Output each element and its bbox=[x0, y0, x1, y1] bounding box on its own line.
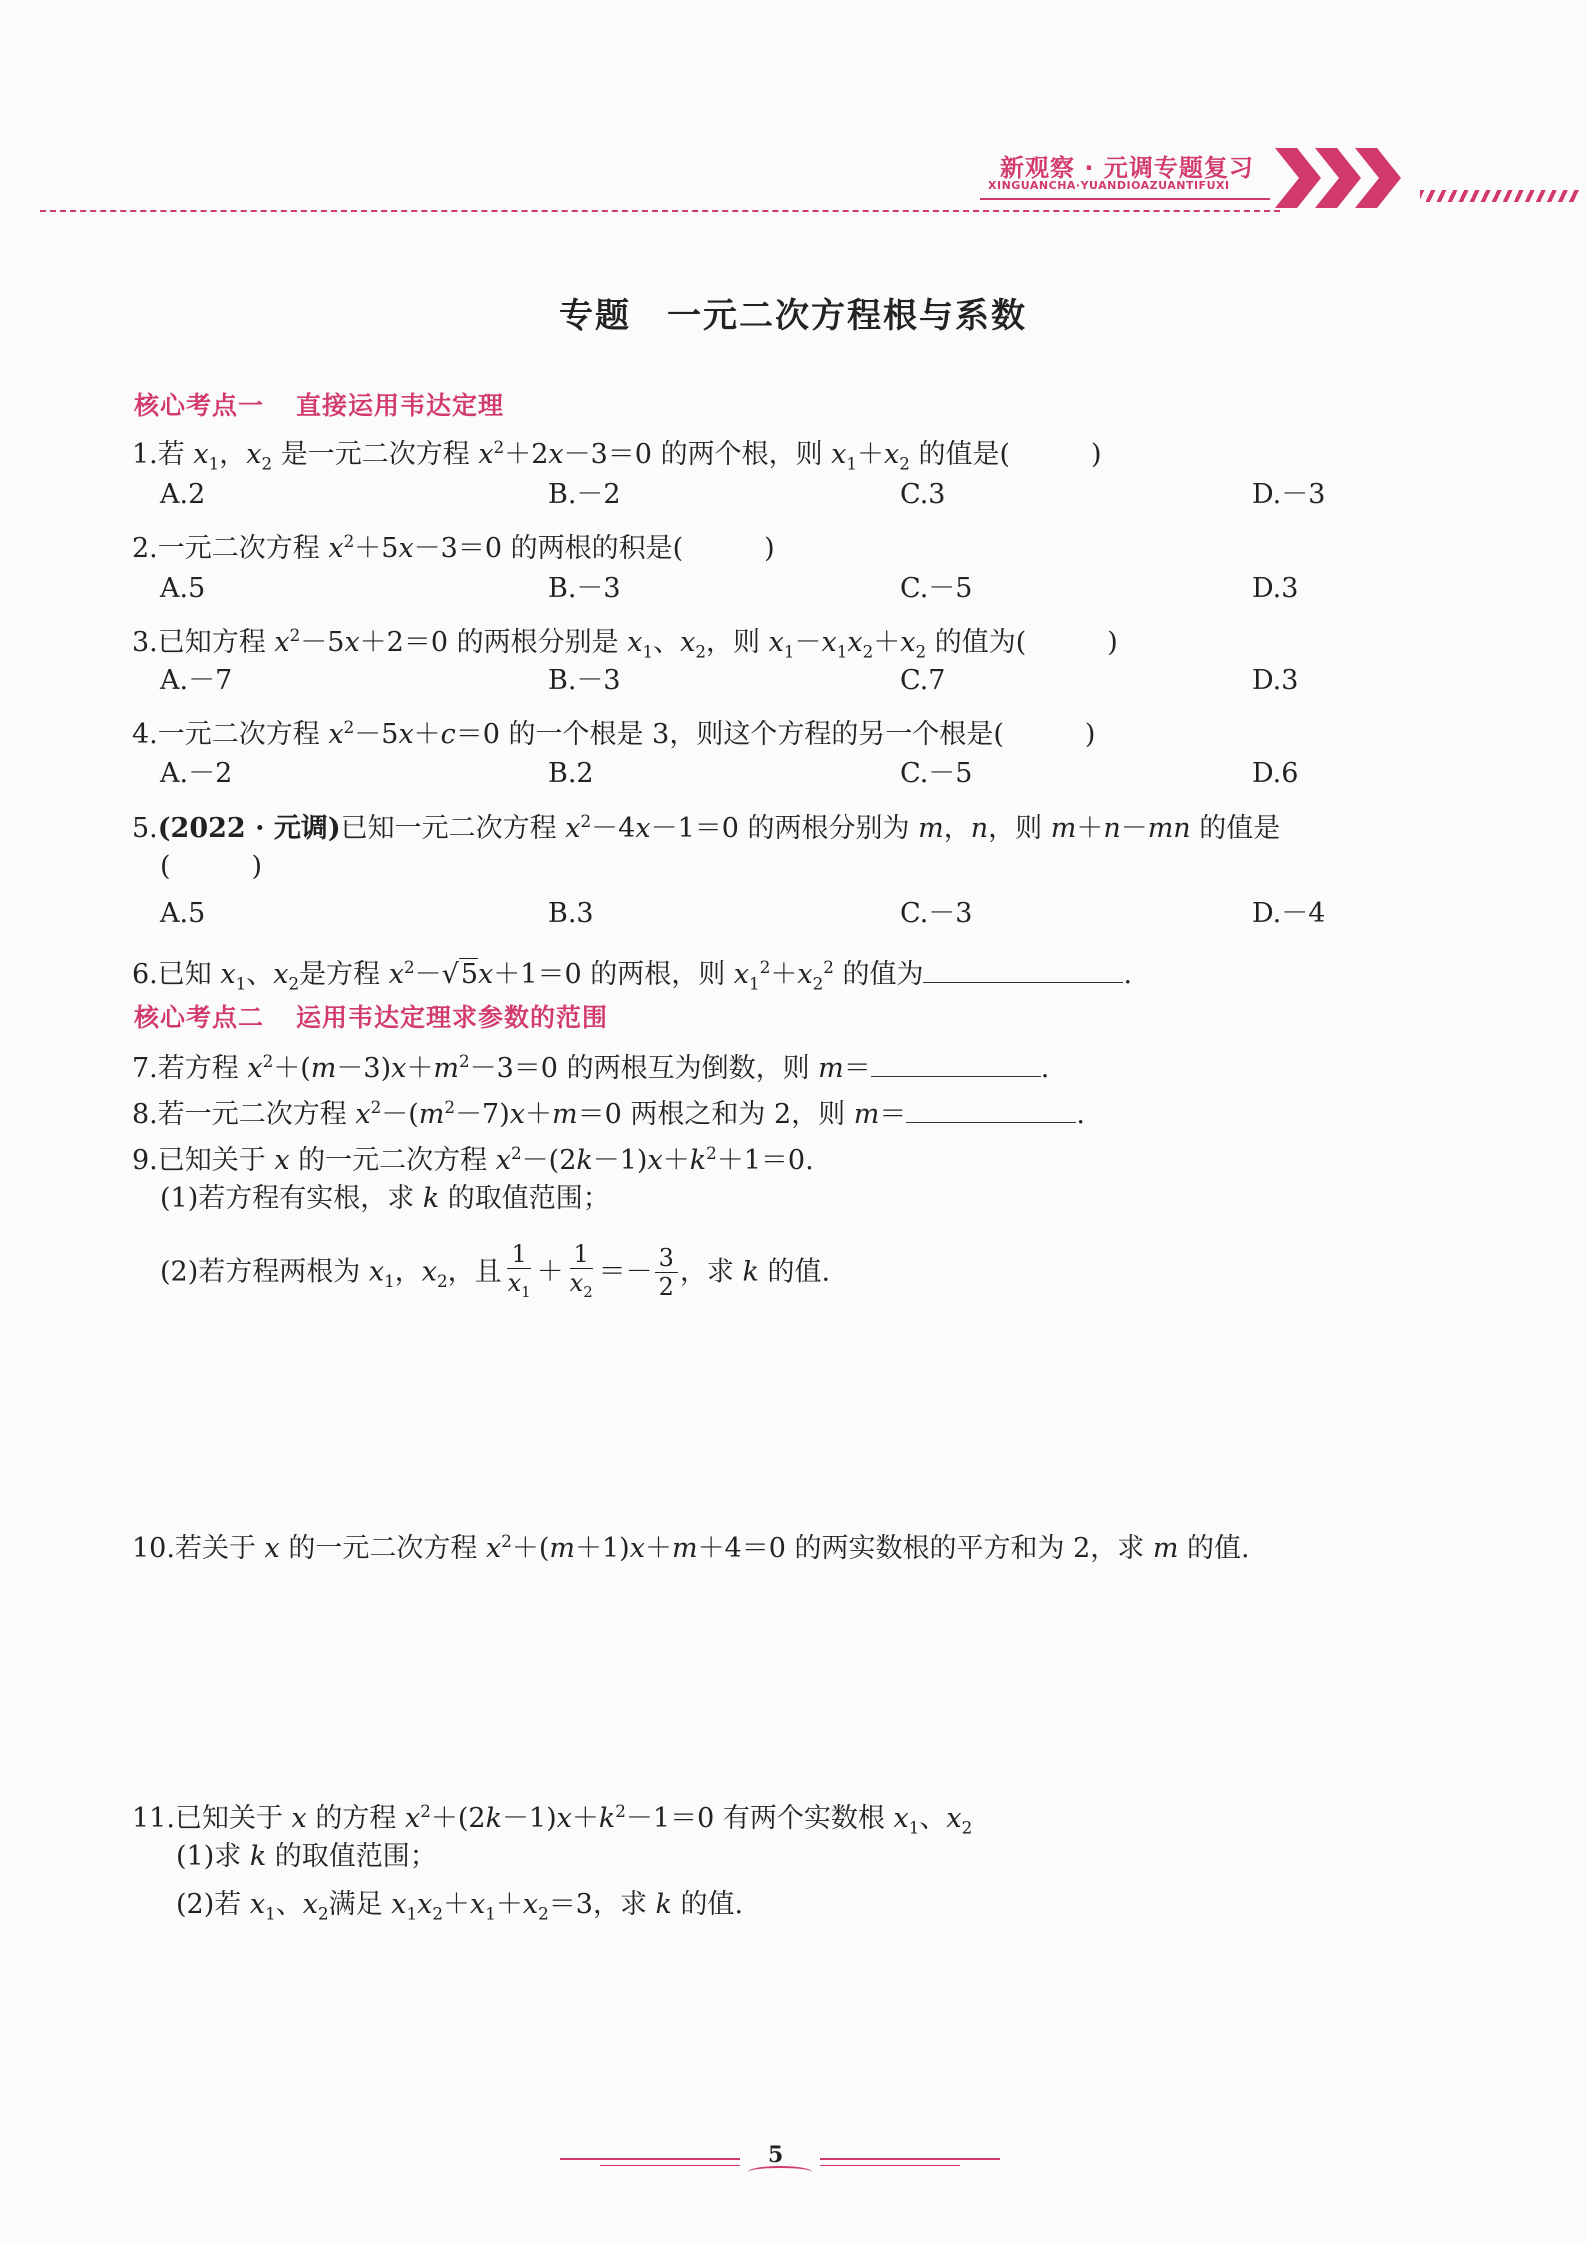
header-banner bbox=[980, 148, 1270, 200]
page-title: 专题 一元二次方程根与系数 bbox=[559, 296, 1027, 336]
question-5: 5.(2022 · 元调)已知一元二次方程 $x^2-4x-1=0$ 的两根分别为 m，n，则 m＋n－mn 的值是 bbox=[132, 811, 1281, 844]
question-7: 7.若方程 $x^2+(m-3)x+m^2-3=0$ 的两根互为倒数，则 m＝ . bbox=[132, 1051, 1050, 1084]
q3-option-c[interactable]: C.7 bbox=[900, 665, 946, 696]
q4-option-a[interactable]: A.－2 bbox=[160, 758, 233, 789]
header-title: 新观察 · 元调专题复习 bbox=[1000, 154, 1254, 182]
page-footer bbox=[0, 2140, 1586, 2180]
question-2: 2.一元二次方程 $x^2+5x-3=0$ 的两根的积是( ) bbox=[132, 531, 775, 564]
q2-option-b[interactable]: B.－3 bbox=[548, 573, 621, 604]
footer-rule-left-thin bbox=[600, 2165, 740, 2166]
chevron-arrows-icon bbox=[1275, 148, 1415, 208]
q1-option-b[interactable]: B.－2 bbox=[548, 479, 621, 510]
q2-option-d[interactable]: D.3 bbox=[1252, 573, 1299, 604]
question-9: 9.已知关于 x 的一元二次方程 $x^2-(2k-1)x+k^2+1=0$. bbox=[132, 1143, 814, 1176]
question-1: 1.若 $x_1$，$x_2$ 是一元二次方程 $x^2+2x-3=0$ 的两个根，则 $x_1+x_2$ 的值是( ) bbox=[132, 437, 1102, 474]
open-book-icon bbox=[748, 2166, 812, 2178]
q4-option-c[interactable]: C.－5 bbox=[900, 758, 973, 789]
page-header bbox=[0, 130, 1586, 230]
header-stripes bbox=[1420, 190, 1580, 202]
question-9-part-1: (1)若方程有实根，求 k 的取值范围； bbox=[160, 1183, 610, 1214]
q8-answer-blank[interactable] bbox=[906, 1100, 1076, 1123]
q1-option-a[interactable]: A.2 bbox=[160, 479, 206, 510]
question-9-part-2: (2)若方程两根为 $x_1$，$x_2$，且 $\frac{1}{x_1}$ ＋ $\frac{1}{x_2}$ ＝－ $\frac{3}{2}$ ，求 k 的值. bbox=[160, 1240, 831, 1302]
q5-option-b[interactable]: B.3 bbox=[548, 898, 594, 929]
q4-option-b[interactable]: B.2 bbox=[548, 758, 594, 789]
q5-answer-bracket: ( ) bbox=[160, 851, 263, 882]
q2-option-c[interactable]: C.－5 bbox=[900, 573, 973, 604]
q3-option-d[interactable]: D.3 bbox=[1252, 665, 1299, 696]
question-11-part-1: (1)求 k 的取值范围； bbox=[176, 1841, 437, 1872]
q4-option-d[interactable]: D.6 bbox=[1252, 758, 1299, 789]
q2-option-a[interactable]: A.5 bbox=[160, 573, 206, 604]
question-11-part-2: (2)若 $x_1$、$x_2$满足 $x_1x_2+x_1+x_2=3$，求 k 的值. bbox=[176, 1889, 744, 1924]
question-4: 4.一元二次方程 $x^2-5x+c=0$ 的一个根是 3，则这个方程的另一个根是( ) bbox=[132, 717, 1096, 750]
q5-option-c[interactable]: C.－3 bbox=[900, 898, 973, 929]
footer-rule-right bbox=[820, 2158, 1000, 2160]
page-number: 5 bbox=[768, 2142, 784, 2168]
header-subtitle: XINGUANCHA·YUANDIOAZUANTIFUXI bbox=[988, 179, 1230, 192]
q1-option-c[interactable]: C.3 bbox=[900, 479, 946, 510]
q5-option-d[interactable]: D.－4 bbox=[1252, 898, 1326, 929]
q5-option-a[interactable]: A.5 bbox=[160, 898, 206, 929]
q1-option-d[interactable]: D.－3 bbox=[1252, 479, 1326, 510]
question-11: 11.已知关于 x 的方程 $x^2+(2k-1)x+k^2-1=0$ 有两个实数根 $x_1$、$x_2$ bbox=[132, 1801, 973, 1838]
q6-answer-blank[interactable] bbox=[923, 960, 1123, 983]
q3-option-b[interactable]: B.－3 bbox=[548, 665, 621, 696]
footer-rule-left bbox=[560, 2158, 740, 2160]
q5-source-tag: (2022 · 元调) bbox=[157, 813, 341, 844]
section-heading-2: 核心考点二 运用韦达定理求参数的范围 bbox=[134, 1003, 609, 1032]
section-heading-1: 核心考点一 直接运用韦达定理 bbox=[134, 391, 505, 420]
footer-rule-right-thin bbox=[820, 2165, 960, 2166]
q3-option-a[interactable]: A.－7 bbox=[160, 665, 233, 696]
q7-answer-blank[interactable] bbox=[871, 1054, 1041, 1077]
question-8: 8.若一元二次方程 $x^2-(m^2-7)x+m=0$ 两根之和为 2，则 m＝ . bbox=[132, 1097, 1085, 1130]
header-dashed-rule bbox=[40, 210, 1280, 212]
question-10: 10.若关于 x 的一元二次方程 $x^2+(m+1)x+m+4=0$ 的两实数根的平方和为 2，求 m 的值. bbox=[132, 1531, 1250, 1564]
question-3: 3.已知方程 $x^2-5x+2=0$ 的两根分别是 $x_1$、$x_2$，则 $x_1-x_1x_2+x_2$ 的值为( ) bbox=[132, 625, 1118, 662]
question-6: 6.已知 $x_1$、$x_2$是方程 $x^2-√5x+1=0$ 的两根，则 $x_1^2+x_2^2$ 的值为 . bbox=[132, 957, 1133, 994]
